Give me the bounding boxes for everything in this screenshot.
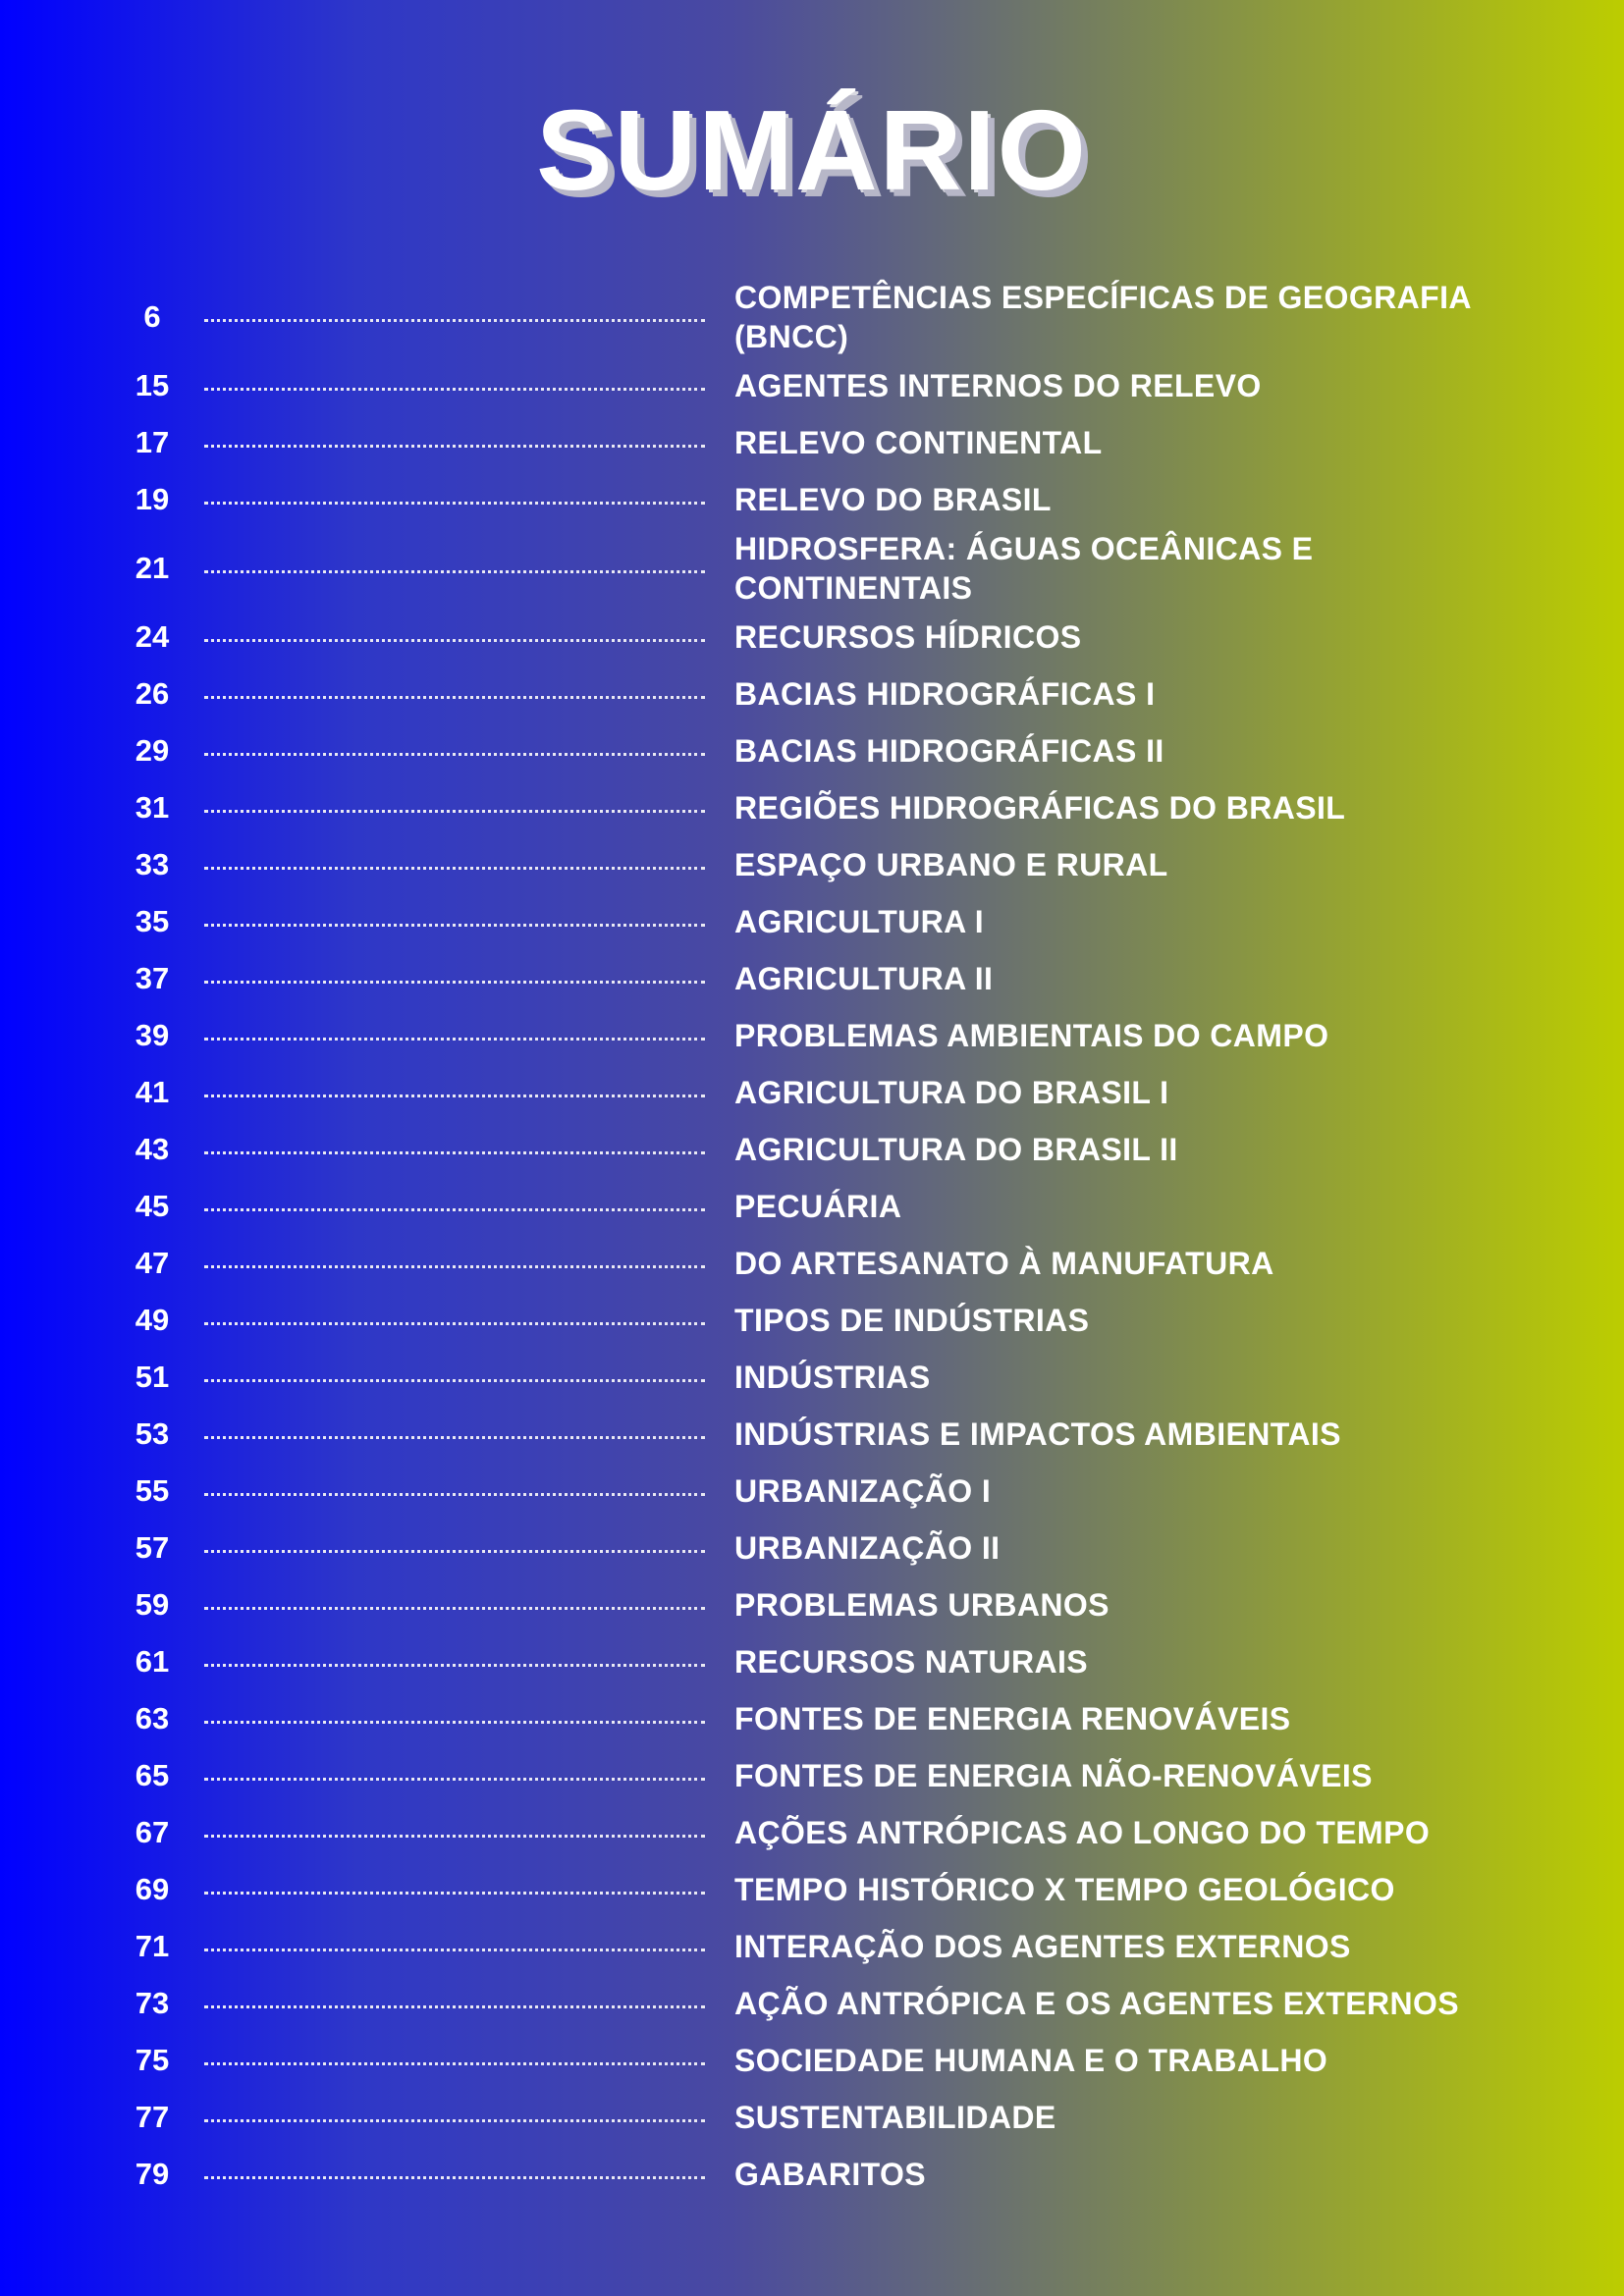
toc-entry-title: RECURSOS NATURAIS	[734, 1644, 1089, 1680]
toc-entry[interactable]	[0, 1804, 1624, 1861]
toc-entry-title: URBANIZAÇÃO I	[734, 1473, 992, 1509]
toc-page-number: 61	[135, 1644, 170, 1679]
table-of-contents	[0, 277, 1624, 2203]
toc-page-number: 79	[135, 2157, 170, 2191]
toc-page-number: 35	[135, 904, 170, 938]
toc-entry[interactable]	[0, 1463, 1624, 1520]
toc-page-number: 77	[135, 2100, 170, 2134]
toc-entry-title: AGENTES INTERNOS DO RELEVO	[734, 368, 1262, 403]
toc-entry-title: AGRICULTURA DO BRASIL I	[734, 1075, 1169, 1110]
toc-entry[interactable]	[0, 1747, 1624, 1804]
toc-entry-title: SOCIEDADE HUMANA E O TRABALHO	[734, 2043, 1328, 2078]
toc-entry-title: TEMPO HISTÓRICO X TEMPO GEOLÓGICO	[734, 1872, 1395, 1907]
toc-entry[interactable]	[0, 779, 1624, 836]
toc-entry-title: INDÚSTRIAS E IMPACTOS AMBIENTAIS	[734, 1416, 1341, 1452]
toc-page-number: 26	[135, 676, 170, 711]
toc-entry[interactable]	[0, 950, 1624, 1007]
dot-leader	[204, 639, 705, 642]
toc-entry-title: COMPETÊNCIAS ESPECÍFICAS DE GEOGRAFIA (BNCC)	[734, 280, 1471, 354]
toc-entry-title: AGRICULTURA II	[734, 961, 994, 996]
toc-entry[interactable]	[0, 609, 1624, 666]
dot-leader	[204, 1038, 705, 1041]
toc-page-number: 17	[135, 425, 170, 459]
toc-entry-title: BACIAS HIDROGRÁFICAS II	[734, 733, 1164, 769]
dot-leader	[204, 981, 705, 984]
dot-leader	[204, 1949, 705, 1951]
toc-entry[interactable]	[0, 2032, 1624, 2089]
page-title: SUMÁRIO	[536, 86, 1088, 214]
toc-page-number: 47	[135, 1246, 170, 1280]
dot-leader	[204, 2062, 705, 2065]
toc-entry-title: REGIÕES HIDROGRÁFICAS DO BRASIL	[734, 790, 1346, 826]
toc-page-number: 24	[135, 619, 170, 654]
toc-entry-title: SUSTENTABILIDADE	[734, 2100, 1056, 2135]
toc-entry-title: AÇÃO ANTRÓPICA E OS AGENTES EXTERNOS	[734, 1986, 1460, 2021]
toc-page-number: 39	[135, 1018, 170, 1052]
toc-entry-title: RELEVO CONTINENTAL	[734, 425, 1103, 460]
toc-page-number: 41	[135, 1075, 170, 1109]
dot-leader	[204, 1265, 705, 1268]
toc-page-number: 49	[135, 1303, 170, 1337]
toc-entry-title: TIPOS DE INDÚSTRIAS	[734, 1303, 1090, 1338]
toc-entry-title: HIDROSFERA: ÁGUAS OCEÂNICAS E CONTINENTAIS	[734, 531, 1314, 606]
toc-entry-title: FONTES DE ENERGIA RENOVÁVEIS	[734, 1701, 1291, 1736]
toc-entry-title: ESPAÇO URBANO E RURAL	[734, 847, 1168, 882]
toc-entry-title: PROBLEMAS URBANOS	[734, 1587, 1110, 1623]
dot-leader	[204, 1778, 705, 1781]
toc-entry[interactable]	[0, 1121, 1624, 1178]
dot-leader	[204, 1379, 705, 1382]
toc-page-number: 37	[135, 961, 170, 995]
dot-leader	[204, 445, 705, 448]
toc-entry-title: PROBLEMAS AMBIENTAIS DO CAMPO	[734, 1018, 1329, 1053]
toc-page-number: 29	[135, 733, 170, 768]
toc-page-number: 75	[135, 2043, 170, 2077]
toc-entry[interactable]	[0, 893, 1624, 950]
dot-leader	[204, 2176, 705, 2179]
dot-leader	[204, 696, 705, 699]
toc-entry-title: DO ARTESANATO À MANUFATURA	[734, 1246, 1274, 1281]
toc-entry[interactable]	[0, 277, 1624, 357]
toc-entry[interactable]	[0, 1235, 1624, 1292]
dot-leader	[204, 1835, 705, 1838]
toc-entry[interactable]	[0, 1064, 1624, 1121]
toc-page-number: 43	[135, 1132, 170, 1166]
toc-entry-title: RELEVO DO BRASIL	[734, 482, 1052, 517]
dot-leader	[204, 502, 705, 505]
toc-entry[interactable]	[0, 722, 1624, 779]
dot-leader	[204, 1436, 705, 1439]
toc-entry-title: RECURSOS HÍDRICOS	[734, 619, 1082, 655]
toc-entry[interactable]	[0, 1918, 1624, 1975]
dot-leader	[204, 1208, 705, 1211]
toc-entry-title: AÇÕES ANTRÓPICAS AO LONGO DO TEMPO	[734, 1815, 1431, 1850]
dot-leader	[204, 2119, 705, 2122]
toc-page-number: 33	[135, 847, 170, 881]
toc-page-number: 31	[135, 790, 170, 825]
toc-page-number: 53	[135, 1416, 170, 1451]
dot-leader	[204, 753, 705, 756]
toc-entry[interactable]	[0, 666, 1624, 722]
dot-leader	[204, 1493, 705, 1496]
dot-leader	[204, 1721, 705, 1724]
toc-entry[interactable]	[0, 1007, 1624, 1064]
toc-page-number: 69	[135, 1872, 170, 1906]
dot-leader	[204, 1151, 705, 1154]
dot-leader	[204, 1322, 705, 1325]
toc-entry[interactable]	[0, 357, 1624, 414]
toc-entry[interactable]	[0, 1520, 1624, 1576]
dot-leader	[204, 2005, 705, 2008]
toc-entry[interactable]	[0, 528, 1624, 609]
toc-entry[interactable]	[0, 1861, 1624, 1918]
dot-leader	[204, 810, 705, 813]
toc-page-number: 21	[135, 551, 170, 585]
toc-entry-title: GABARITOS	[734, 2157, 927, 2192]
toc-page-number: 73	[135, 1986, 170, 2020]
toc-entry-title: URBANIZAÇÃO II	[734, 1530, 1001, 1566]
toc-page-number: 51	[135, 1360, 170, 1394]
dot-leader	[204, 570, 705, 573]
toc-page-number: 71	[135, 1929, 170, 1963]
toc-entry[interactable]	[0, 1178, 1624, 1235]
toc-page-number: 15	[135, 368, 170, 402]
dot-leader	[204, 867, 705, 870]
toc-entry[interactable]	[0, 1406, 1624, 1463]
toc-entry[interactable]	[0, 1576, 1624, 1633]
dot-leader	[204, 1892, 705, 1895]
dot-leader	[204, 319, 705, 322]
dot-leader	[204, 1664, 705, 1667]
toc-page-number: 67	[135, 1815, 170, 1849]
toc-page-number: 6	[143, 299, 161, 334]
dot-leader	[204, 1095, 705, 1097]
toc-page-number: 63	[135, 1701, 170, 1735]
toc-entry[interactable]	[0, 1633, 1624, 1690]
toc-entry-title: BACIAS HIDROGRÁFICAS I	[734, 676, 1156, 712]
toc-page-number: 45	[135, 1189, 170, 1223]
toc-entry[interactable]	[0, 1975, 1624, 2032]
toc-entry-title: INDÚSTRIAS	[734, 1360, 931, 1395]
toc-entry-title: INTERAÇÃO DOS AGENTES EXTERNOS	[734, 1929, 1351, 1964]
toc-entry-title: AGRICULTURA I	[734, 904, 985, 939]
toc-entry[interactable]	[0, 414, 1624, 471]
toc-entry[interactable]	[0, 1349, 1624, 1406]
dot-leader	[204, 388, 705, 391]
toc-entry-title: PECUÁRIA	[734, 1189, 902, 1224]
toc-entry[interactable]	[0, 836, 1624, 893]
toc-page-number: 55	[135, 1473, 170, 1508]
dot-leader	[204, 1607, 705, 1610]
toc-entry[interactable]	[0, 471, 1624, 528]
toc-page-number: 19	[135, 482, 170, 516]
dot-leader	[204, 1550, 705, 1553]
toc-entry-title: FONTES DE ENERGIA NÃO-RENOVÁVEIS	[734, 1758, 1373, 1793]
toc-entry-title: AGRICULTURA DO BRASIL II	[734, 1132, 1178, 1167]
toc-entry[interactable]	[0, 2146, 1624, 2203]
toc-page-number: 57	[135, 1530, 170, 1565]
toc-page-number: 65	[135, 1758, 170, 1792]
toc-page-number: 59	[135, 1587, 170, 1622]
toc-entry[interactable]	[0, 2089, 1624, 2146]
dot-leader	[204, 924, 705, 927]
toc-entry[interactable]	[0, 1690, 1624, 1747]
toc-entry[interactable]	[0, 1292, 1624, 1349]
